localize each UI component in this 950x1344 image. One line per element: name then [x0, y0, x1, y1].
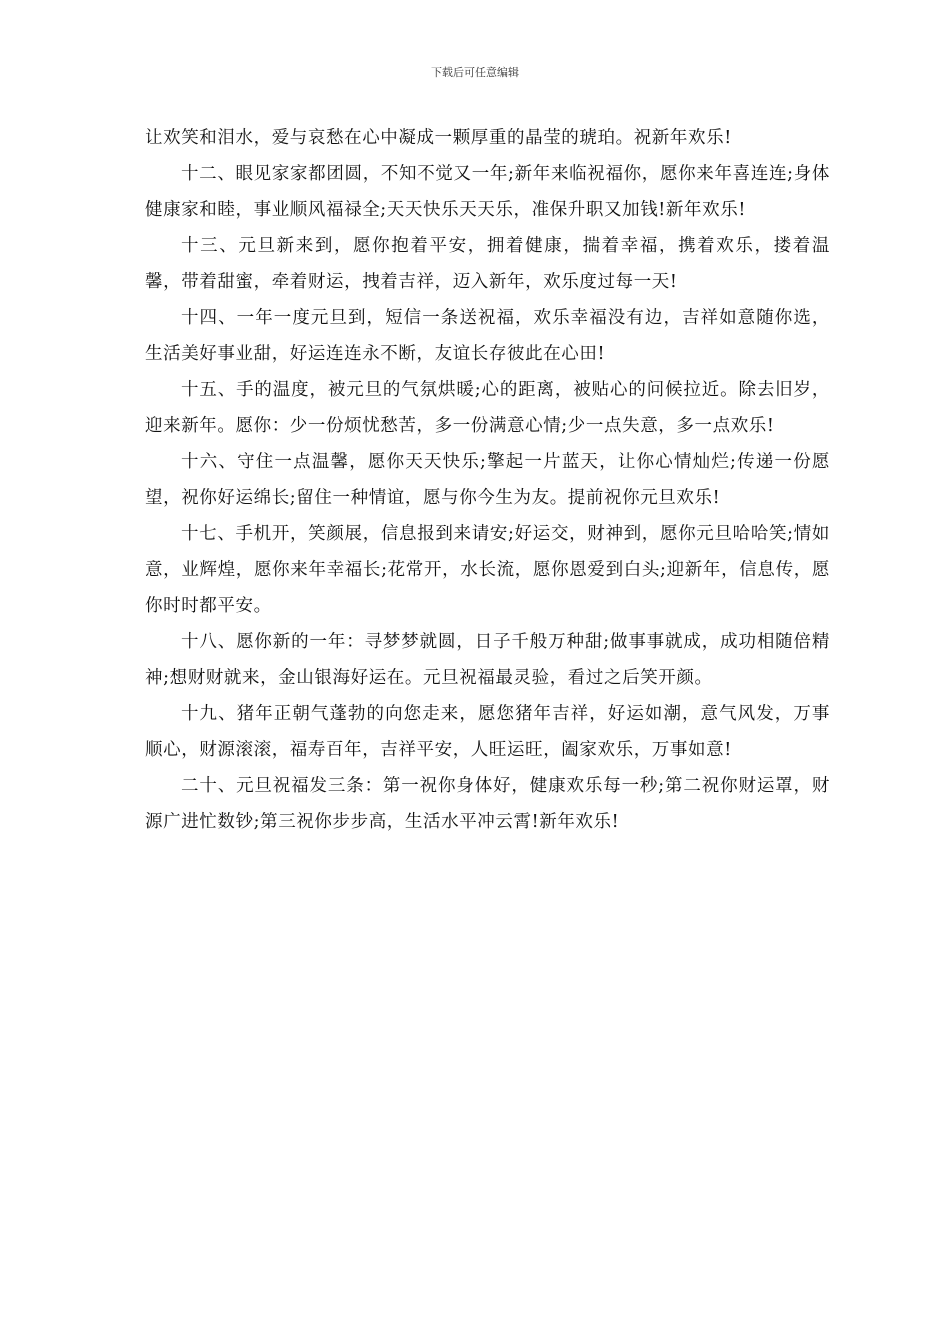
- paragraph-19: 十九、猪年正朝气蓬勃的向您走来，愿您猪年吉祥，好运如潮，意气风发，万事顺心，财源滚滚，福寿百年，吉祥平安，人旺运旺，阖家欢乐，万事如意!: [145, 704, 830, 760]
- document-body: [145, 120, 830, 840]
- paragraph-15: 十五、手的温度，被元旦的气氛烘暖;心的距离，被贴心的问候拉近。除去旧岁，迎来新年。愿你：少一份烦忧愁苦，多一份满意心情;少一点失意，多一点欢乐!: [145, 380, 830, 436]
- paragraph-continuation: 让欢笑和泪水，爱与哀愁在心中凝成一颗厚重的晶莹的琥珀。祝新年欢乐!: [145, 128, 732, 148]
- paragraph-20: 二十、元旦祝福发三条：第一祝你身体好，健康欢乐每一秒;第二祝你财运罩，财源广进忙数钞;第三祝你步步高，生活水平冲云霄!新年欢乐!: [145, 776, 830, 832]
- paragraph-12: 十二、眼见家家都团圆，不知不觉又一年;新年来临祝福你，愿你来年喜连连;身体健康家和睦，事业顺风福禄全;天天快乐天天乐，准保升职又加钱!新年欢乐!: [145, 164, 830, 220]
- paragraph-17: 十七、手机开，笑颜展，信息报到来请安;好运交，财神到，愿你元旦哈哈笑;情如意，业辉煌，愿你来年幸福长;花常开，水长流，愿你恩爱到白头;迎新年，信息传，愿你时时都平安。: [145, 524, 830, 616]
- paragraph-13: 十三、元旦新来到，愿你抱着平安，拥着健康，揣着幸福，携着欢乐，搂着温馨，带着甜蜜，牵着财运，拽着吉祥，迈入新年，欢乐度过每一天!: [145, 236, 830, 292]
- paragraph-16: 十六、守住一点温馨，愿你天天快乐;擎起一片蓝天，让你心情灿烂;传递一份愿望，祝你好运绵长;留住一种情谊，愿与你今生为友。提前祝你元旦欢乐!: [145, 452, 830, 508]
- paragraph-14: 十四、一年一度元旦到，短信一条送祝福，欢乐幸福没有边，吉祥如意随你选，生活美好事业甜，好运连连永不断，友谊长存彼此在心田!: [145, 308, 830, 364]
- page-header: 下载后可任意编辑: [431, 66, 519, 79]
- paragraph-18: 十八、愿你新的一年：寻梦梦就圆，日子千般万种甜;做事事就成，成功相随倍精神;想财财就来，金山银海好运在。元旦祝福最灵验，看过之后笑开颜。: [145, 632, 830, 688]
